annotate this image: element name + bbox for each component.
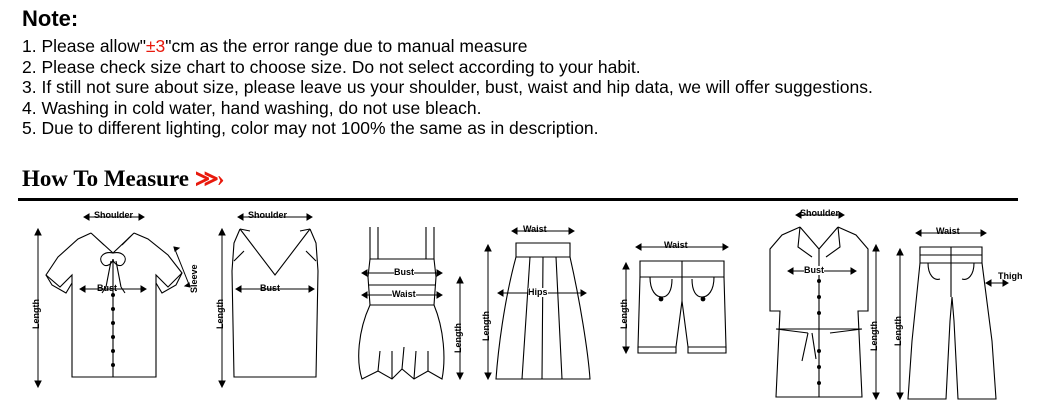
- note-line-2: 2. Please check size chart to choose size. Do not select according to your habit.: [22, 56, 641, 77]
- note-line-1-post: "cm as the error range due to manual measure: [165, 36, 528, 56]
- label-bust: Bust: [804, 265, 824, 275]
- how-to-measure-title: [22, 166, 222, 192]
- camisole-illustration: [210, 201, 340, 415]
- label-shoulder: Shoulder: [94, 210, 134, 220]
- note-line-3: 3. If still not sure about size, please leave us your shoulder, bust, waist and hip data, we will offer suggestions.: [22, 77, 873, 97]
- label-length: Length: [31, 299, 41, 329]
- label-length: Length: [619, 299, 629, 329]
- label-shoulder: Shoulder: [248, 210, 288, 220]
- label-waist: Waist: [664, 240, 688, 250]
- label-waist: Waist: [936, 226, 960, 236]
- blouse-illustration: [18, 201, 208, 415]
- note-line-1-highlight: ±3: [145, 36, 166, 56]
- label-shoulder: Shoulder: [800, 208, 840, 218]
- label-bust: Bust: [394, 267, 414, 277]
- figure-shorts: [612, 201, 752, 415]
- note-line-1: [22, 36, 922, 57]
- label-length: Length: [453, 323, 463, 353]
- label-waist: Waist: [523, 224, 547, 234]
- label-thigh: Thigh: [998, 271, 1023, 281]
- note-title: Note:: [22, 6, 79, 31]
- label-length: Length: [481, 311, 491, 341]
- label-bust: Bust: [97, 283, 117, 293]
- note-list: [22, 36, 922, 139]
- coat-illustration: [752, 201, 887, 415]
- romper-illustration: [348, 201, 478, 415]
- chevron-right-icon: ≫›: [194, 166, 223, 191]
- label-waist: Waist: [392, 289, 416, 299]
- label-bust: Bust: [260, 283, 280, 293]
- label-hips: Hips: [528, 287, 548, 297]
- label-sleeve: Sleeve: [189, 264, 199, 293]
- figure-camisole: [210, 201, 340, 415]
- measure-figures: [0, 201, 1037, 415]
- how-to-measure-label: How To Measure: [22, 166, 189, 191]
- figure-coat: [752, 201, 887, 415]
- note-line-5: 5. Due to different lighting, color may not 100% the same as in description.: [22, 118, 599, 138]
- figure-blouse: [18, 201, 208, 415]
- label-length: Length: [215, 299, 225, 329]
- shorts-illustration: [612, 201, 752, 415]
- label-length: Length: [893, 316, 903, 346]
- figure-skirt: [474, 201, 609, 415]
- label-length: Length: [869, 321, 879, 351]
- note-line-1-pre: 1. Please allow": [22, 36, 146, 56]
- figure-romper: [348, 201, 478, 415]
- figure-pants: [886, 201, 1026, 415]
- note-line-4: 4. Washing in cold water, hand washing, do not use bleach.: [22, 97, 482, 118]
